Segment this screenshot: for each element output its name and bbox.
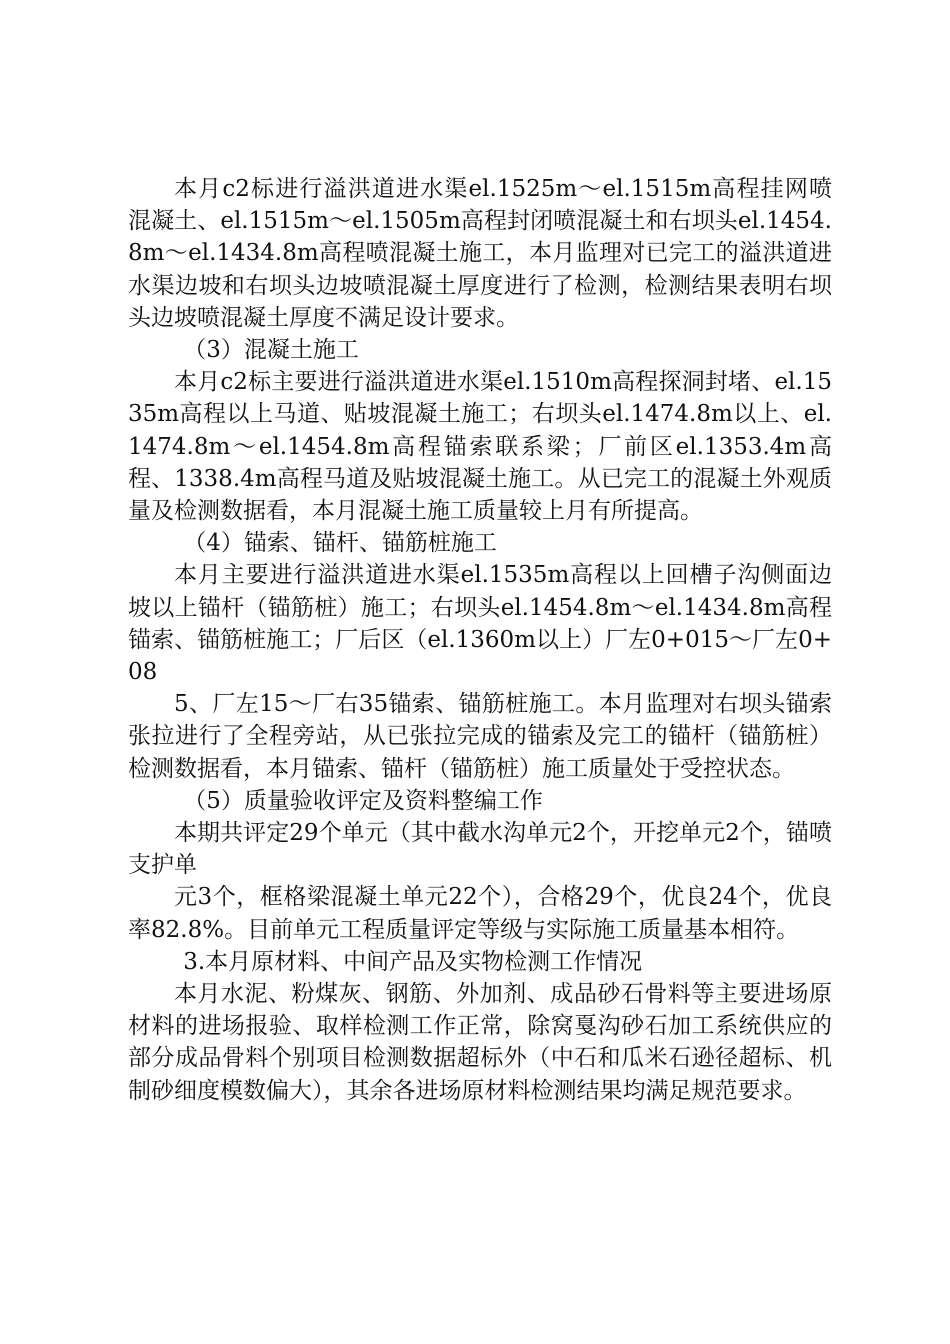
section-heading-anchors: （4）锚索、锚杆、锚筋桩施工 [183, 530, 497, 557]
paragraph-anchor-construction: 本月主要进行溢洪道进水渠el.1535m高程以上回槽子沟侧面边坡以上锚杆（锚筋桩）施工；右坝头el.1454.8m～el.1434.8m高程锚索、锚筋桩施工；厂后区（el.1360m以上）厂左0+015～厂左0+08 [128, 562, 832, 686]
section-heading-concrete: （3）混凝土施工 [183, 337, 359, 364]
paragraph-unit-evaluation: 本期共评定29个单元（其中截水沟单元2个，开挖单元2个，锚喷支护单 [128, 820, 832, 879]
section-heading-quality-acceptance: （5）质量验收评定及资料整编工作 [183, 787, 543, 814]
paragraph-materials-testing: 本月水泥、粉煤灰、钢筋、外加剂、成品砂石骨料等主要进场原材料的进场报验、取样检测工作正常，除窝戛沟砂石加工系统供应的部分成品骨料个别项目检测数据超标外（中石和瓜米石逊径超标、机制砂细度模数偏大），其余各进场原材料检测结果均满足规范要求。 [128, 981, 832, 1104]
paragraph-spillway-shotcrete: 本月c2标进行溢洪道进水渠el.1525m～el.1515m高程挂网喷混凝土、el.1515m～el.1505m高程封闭喷混凝土和右坝头el.1454.8m～el.1434.8m高程喷混凝土施工，本月监理对已完工的溢洪道进水渠边坡和右坝头边坡喷混凝土厚度进行了检测，检测结果表明右坝头边坡喷混凝土厚度不满足设计要求。 [128, 176, 832, 331]
section-heading-materials-testing: 3.本月原材料、中间产品及实物检测工作情况 [183, 948, 643, 975]
paragraph-concrete-construction: 本月c2标主要进行溢洪道进水渠el.1510m高程探洞封堵、el.1535m高程以上马道、贴坡混凝土施工；右坝头el.1474.8m以上、el.1474.8m～el.1454.8m高程锚索联系梁；厂前区el.1353.4m高程、1338.4m高程马道及贴坡混凝土施工。从已完工的混凝土外观质量及检测数据看，本月混凝土施工质量较上月有所提高。 [128, 369, 832, 525]
document-page [128, 173, 832, 1107]
paragraph-anchor-tensioning: 5、厂左15～厂右35锚索、锚筋桩施工。本月监理对右坝头锚索张拉进行了全程旁站，从已张拉完成的锚索及完工的锚杆（锚筋桩）检测数据看，本月锚索、锚杆（锚筋桩）施工质量处于受控状态。 [128, 691, 832, 782]
paragraph-unit-evaluation-continued: 元3个，框格梁混凝土单元22个），合格29个，优良24个，优良率82.8%。目前单元工程质量评定等级与实际施工质量基本相符。 [128, 884, 832, 943]
